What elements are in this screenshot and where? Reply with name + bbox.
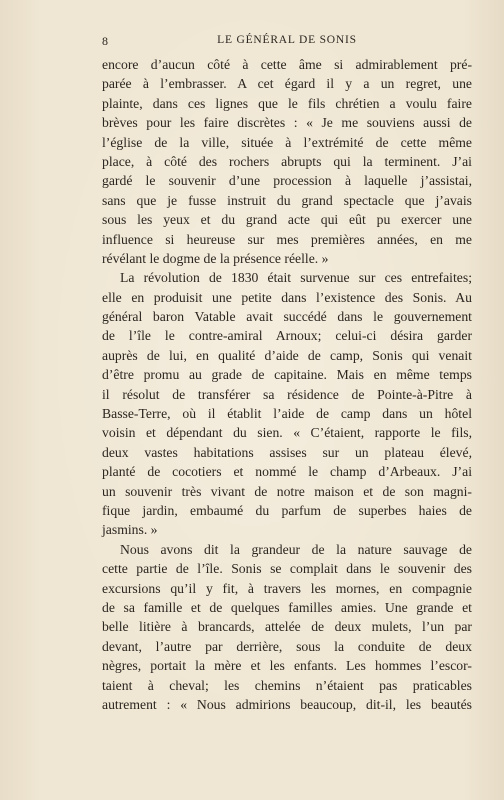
text-line: taient à cheval; les chemins n’étaient pas praticables (102, 677, 472, 693)
text-line: général baron Vatable avait succédé dans le gouvernement (102, 309, 472, 325)
text-line: planté de cocotiers et nommé le champ d’Arbeaux. J’ai (102, 464, 472, 480)
text-line: parée à l’embrasser. A cet égard il y a un regret, une (102, 76, 472, 92)
text-line: un souvenir très vivant de notre maison et de son magni- (102, 483, 472, 499)
text-line: il résolut de transférer sa résidence de Pointe-à-Pitre à (102, 386, 472, 402)
text-line: l’église de la ville, située à l’extrémité de cette même (102, 134, 472, 150)
text-line: révélant le dogme de la présence réelle. » (102, 250, 329, 266)
text-line: cette partie de l’île. Sonis se complait dans le souvenir des (102, 561, 472, 577)
text-line: jasmins. » (102, 522, 158, 538)
text-line: d’être promu au grade de capitaine. Mais en même temps (102, 367, 472, 383)
text-line: elle en produisit une petite dans l’existence des Sonis. Au (102, 289, 472, 305)
text-line: place, à côté des rochers abrupts qui la terminent. J’ai (102, 153, 472, 169)
text-line: influence si heureuse sur mes premières années, en me (102, 231, 472, 247)
text-line: devant, l’autre par derrière, sous la conduite de deux (102, 638, 472, 654)
text-line: fique jardin, embaumé du parfum de superbes haies de (102, 502, 472, 518)
paragraph-first-line: La révolution de 1830 était survenue sur ces entrefaites; (120, 270, 472, 286)
text-line: sous les yeux et du grand acte qui eût pu exercer une (102, 212, 472, 228)
text-line: voisin et dépendant du sien. « C’étaient, rapporte le fils, (102, 425, 472, 441)
text-line: belle litière à brancards, attelée de deux mulets, l’un par (102, 619, 472, 635)
text-line: gardé le souvenir d’une procession à laquelle j’assistai, (102, 173, 472, 189)
text-line: nègres, portait la mère et les enfants. Les hommes l’escor- (102, 658, 472, 674)
text-line: Basse-Terre, où il établit l’aide de camp dans un hôtel (102, 406, 472, 422)
text-line: sans que je fusse instruit du grand spectacle que j’avais (102, 192, 472, 208)
text-line: de l’île le contre-amiral Arnoux; celui-ci désira garder (102, 328, 472, 344)
running-title: LE GÉNÉRAL DE SONIS (217, 34, 357, 46)
text-line: brèves pour les faire discrètes : « Je me souviens aussi de (102, 115, 472, 131)
running-header (102, 34, 472, 50)
page-number: 8 (102, 34, 109, 48)
text-line: de sa famille et de quelques familles amies. Une grande et (102, 599, 472, 615)
paragraph-first-line: Nous avons dit la grandeur de la nature sauvage de (120, 541, 472, 557)
body-text (102, 55, 472, 714)
text-line: autrement : « Nous admirions beaucoup, dit-il, les beautés (102, 696, 472, 712)
text-line: plainte, dans ces lignes que le fils chrétien a voulu faire (102, 95, 472, 111)
text-line: auprès de lui, en qualité d’aide de camp, Sonis qui venait (102, 347, 472, 363)
text-line: excursions qu’il y fit, à travers les mornes, en compagnie (102, 580, 472, 596)
text-line: deux vastes habitations assises sur un plateau élevé, (102, 444, 472, 460)
text-line: encore d’aucun côté à cette âme si admirablement pré- (102, 57, 472, 72)
